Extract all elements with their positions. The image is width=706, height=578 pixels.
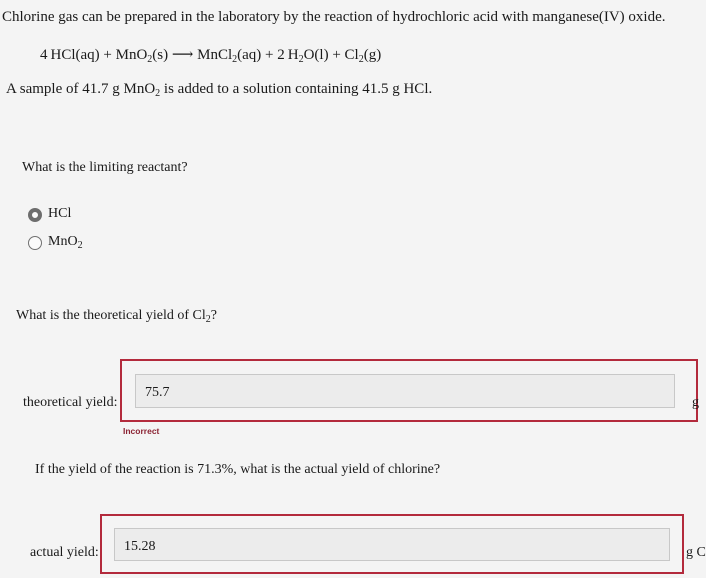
option-mno2[interactable] [28, 233, 148, 255]
actual-yield-answer-frame [100, 514, 684, 574]
option-mno2-label: MnO$_2$ [48, 234, 83, 251]
theoretical-yield-label: theoretical yield: [23, 395, 118, 410]
radio-unselected-icon[interactable] [28, 236, 42, 250]
option-hcl[interactable] [28, 205, 148, 225]
incorrect-feedback: Incorrect [123, 426, 160, 436]
actual-yield-unit: g C [686, 545, 706, 560]
actual-yield-question: If the yield of the reaction is 71.3%, what is the actual yield of chlorine? [35, 462, 441, 477]
theoretical-yield-input[interactable]: 75.7 [135, 374, 675, 408]
theoretical-yield-answer-frame [120, 359, 698, 422]
theoretical-yield-unit: g [692, 395, 699, 410]
actual-yield-input[interactable]: 15.28 [114, 528, 670, 561]
option-hcl-label: HCl [48, 206, 72, 221]
problem-statement: Chlorine gas can be prepared in the laboratory by the reaction of hydrochloric acid with manganese(IV) oxide. [2, 9, 666, 25]
theoretical-yield-question: What is the theoretical yield of $Cl_2$? [16, 308, 217, 325]
sample-description: A sample of 41.7 g MnO$_2$ is added to a solution containing 41.5 g HCl. [6, 81, 433, 99]
limiting-reactant-question: What is the limiting reactant? [22, 160, 188, 175]
actual-yield-label: actual yield: [30, 545, 99, 560]
radio-selected-icon[interactable] [28, 208, 42, 222]
chemical-equation: 4 HCl(aq) + MnO$_2$(s) ⟶ MnCl$_2$(aq) + 2 $H_2O(l) + Cl_2(g)$ [40, 47, 382, 65]
